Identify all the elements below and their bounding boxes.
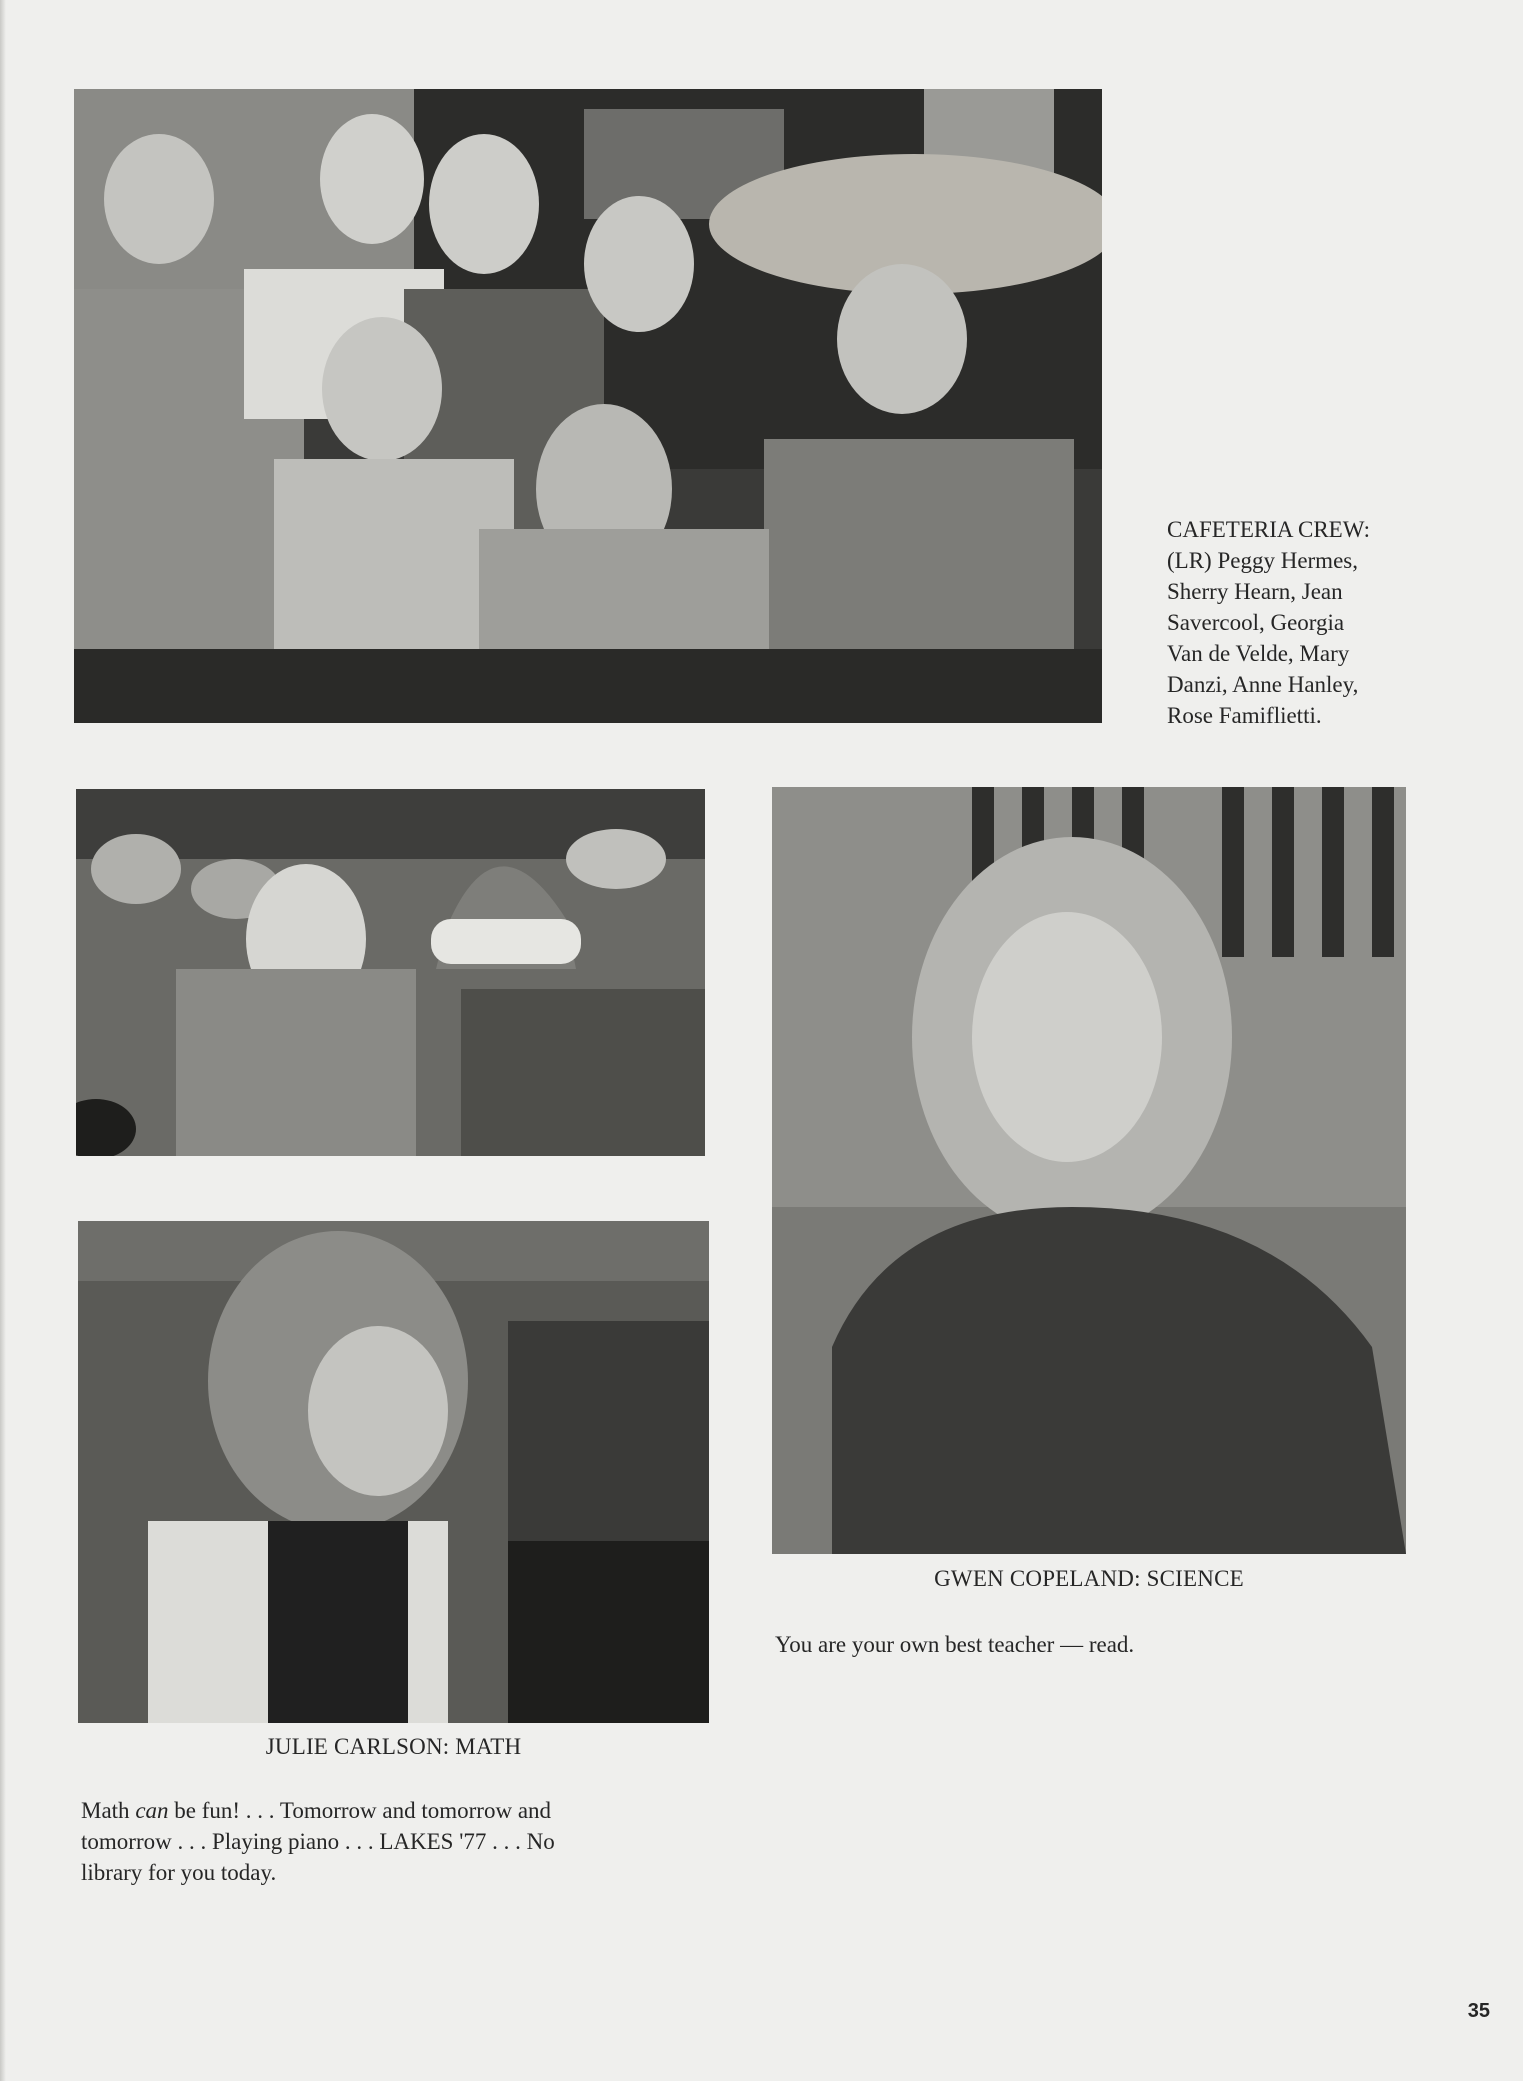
santa-hat-candid-photo — [76, 789, 705, 1156]
caption-line: Savercool, Georgia — [1167, 610, 1345, 635]
caption-line: CAFETERIA CREW: — [1167, 517, 1370, 542]
caption-line: Van de Velde, Mary — [1167, 641, 1350, 666]
page-binding-edge — [0, 0, 6, 2081]
cafeteria-crew-photo — [74, 89, 1102, 723]
page-number: 35 — [1467, 2000, 1490, 2022]
quote-text: be fun! . . . Tomorrow and tomorrow and — [168, 1798, 552, 1823]
caption-line: Danzi, Anne Hanley, — [1167, 672, 1359, 697]
caption-line: (LR) Peggy Hermes, — [1167, 548, 1358, 573]
gwen-copeland-title: GWEN COPELAND: SCIENCE — [934, 1566, 1244, 1591]
caption-line: Sherry Hearn, Jean — [1167, 579, 1343, 604]
julie-carlson-photo — [78, 1221, 709, 1723]
caption-line: Rose Famiflietti. — [1167, 703, 1322, 728]
julie-carlson-title: JULIE CARLSON: MATH — [265, 1734, 522, 1759]
quote-line: tomorrow . . . Playing piano . . . LAKES '77 . . . No — [81, 1829, 555, 1854]
gwen-copeland-photo — [772, 787, 1406, 1554]
quote-emphasis: can — [135, 1798, 169, 1823]
cafeteria-crew-caption — [1167, 514, 1417, 731]
quote-text: Math — [81, 1798, 136, 1823]
gwen-copeland-quote: You are your own best teacher — read. — [775, 1632, 1135, 1657]
quote-line — [81, 1795, 701, 1826]
julie-carlson-quote — [81, 1795, 701, 1888]
quote-line: library for you today. — [81, 1860, 277, 1885]
